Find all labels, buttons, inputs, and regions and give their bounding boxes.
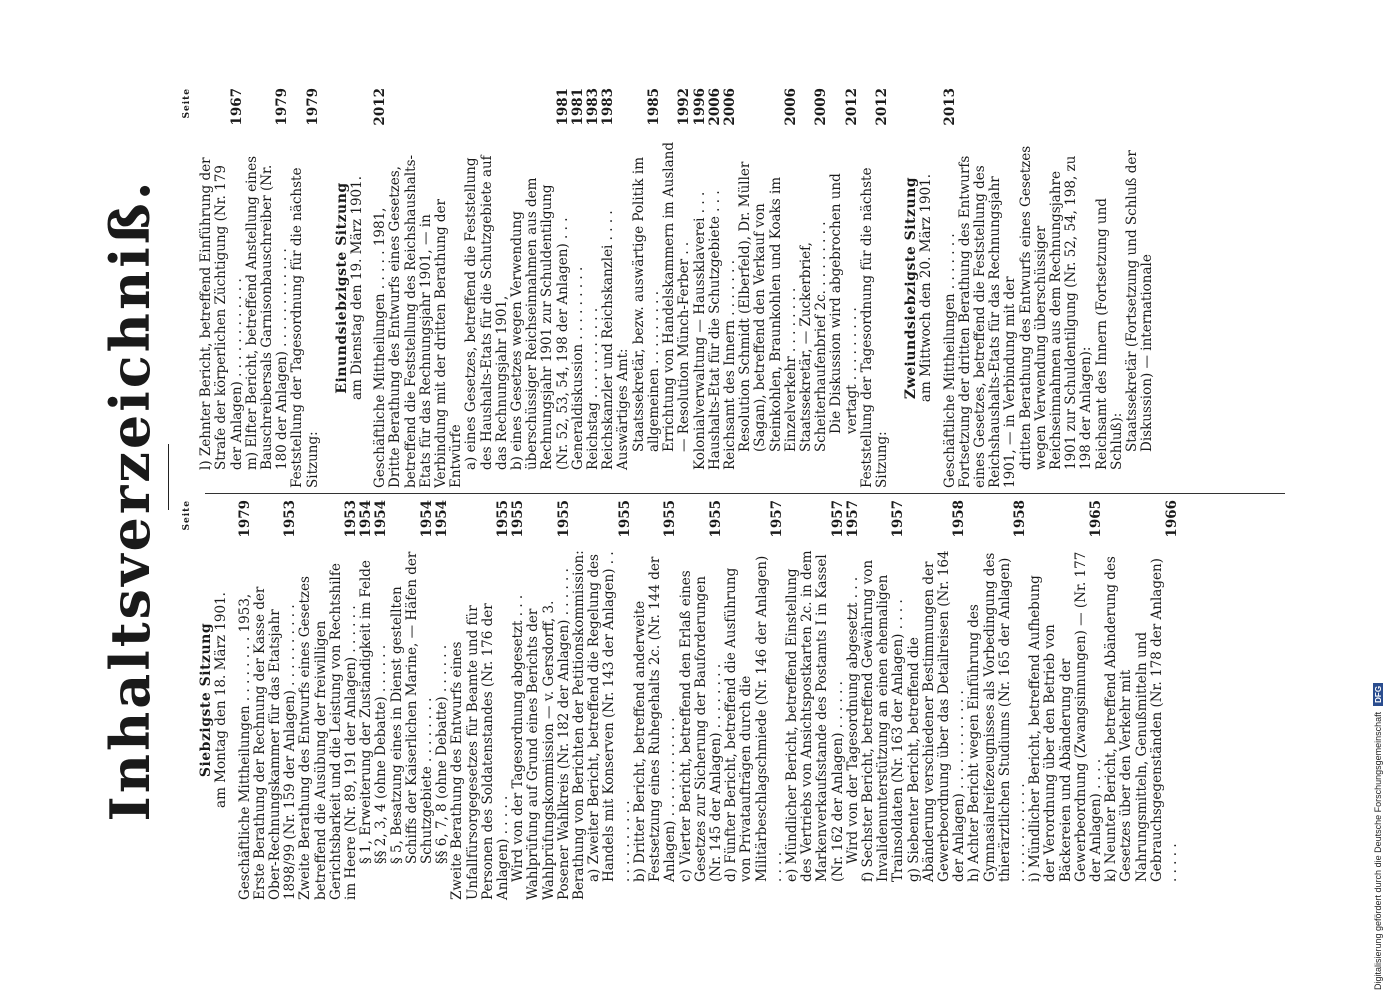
session-heading: Zweiundsiebzigste Sitzung bbox=[903, 176, 920, 400]
toc-entry bbox=[829, 88, 859, 488]
toc-page-number: 1958 bbox=[1011, 500, 1028, 538]
toc-entry-text: Wird von der Tagesordnung abgesetzt . . . bbox=[844, 576, 861, 864]
toc-entry bbox=[943, 88, 958, 488]
toc-page-number: 2006 bbox=[721, 88, 738, 126]
toc-page-number: 2006 bbox=[706, 88, 723, 126]
toc-entry bbox=[245, 88, 291, 488]
column-divider bbox=[205, 493, 1285, 494]
toc-entry-text: Kolonialverwaltung — Haussklaverei . . . bbox=[691, 191, 708, 470]
toc-entry bbox=[1019, 88, 1095, 488]
toc-entry-text: Generaldiskussion . . . . . . . . . bbox=[569, 266, 586, 470]
credit-text: Digitalisierung gefördert durch die Deutsche Forschungsgemeinschaft bbox=[1373, 711, 1383, 990]
toc-entry-text: Dritte Berathung des Entwurfs eines Gesetzes, betreffend die Feststellung des Reichshaushalts-Etats für das Rechnungsjahr 1901, — in Verbindung mit der dritten Berathung der Entwürfe bbox=[387, 154, 465, 488]
toc-list bbox=[199, 88, 321, 488]
toc-entry-text: Reichsamt des Innern (Fortsetzung und Schluß): bbox=[1093, 198, 1125, 470]
toc-entry bbox=[510, 88, 556, 488]
toc-entry bbox=[390, 500, 436, 900]
toc-entry bbox=[238, 500, 253, 900]
toc-entry-text: Wahlprüfung auf Grund eines Berichts der Wahlprüfungskommission — v. Gersdorff, 3. Posener Wahlkreis (Nr. 182 der Anlagen) . . . . . . bbox=[525, 568, 572, 900]
toc-entry-text: Geschäftliche Mittheilungen . . . . . . . bbox=[941, 233, 958, 488]
toc-page-number: 1955 bbox=[510, 500, 527, 538]
toc-page-number: 1983 bbox=[585, 88, 602, 126]
page-title: Inhaltsverzeichniß. bbox=[98, 178, 162, 822]
toc-entry-text: c) Vierter Bericht, betreffend den Erlaß eines Gesetzes zur Sicherung der Bauforderungen (Nr. 145 der Anlagen) . . . . . . . . bbox=[677, 570, 724, 882]
toc-entry-text: dritten Berathung des Entwurfs eines Gesetzes wegen Verwendung überschüssiger Reichseinnahmen aus dem Rechnungsjahre 1901 zur Schuldentilgung (Nr. 52, 54, 198, zu 198 der Anlagen): bbox=[1017, 145, 1095, 470]
toc-entry bbox=[290, 88, 320, 488]
toc-page-number: 1953 bbox=[343, 500, 360, 538]
toc-page-number: 1957 bbox=[829, 500, 846, 538]
toc-entry bbox=[435, 500, 450, 900]
toc-page-number: 2009 bbox=[813, 88, 830, 126]
toc-entry-text: Fortsetzung der dritten Berathung des Entwurfs eines Gesetzes, betreffend die Feststellung des Reichshaushalts-Etats für das Rechnungsjahr 1901, — in Verbindung mit der bbox=[956, 155, 1019, 488]
toc-entry-text: Staatssekretär, — Zuckerbrief, Scheiterhaufenbrief 2c. . . . . . . . . bbox=[797, 221, 830, 452]
toc-page-number: 1955 bbox=[662, 500, 679, 538]
toc-list bbox=[943, 88, 1156, 488]
toc-entry bbox=[199, 88, 245, 488]
seite-label: Seite bbox=[182, 500, 192, 531]
toc-entry bbox=[799, 88, 829, 488]
toc-entry-text: b) Dritter Bericht, betreffend anderweite Festsetzung eines Ruhegehalts 2c. (Nr. 144 der Anlagen) . . . . . . . . . . . . bbox=[631, 556, 679, 882]
toc-page-number: 1958 bbox=[951, 500, 968, 538]
toc-page-number: 1967 bbox=[228, 88, 245, 126]
toc-entry bbox=[633, 500, 679, 900]
toc-entry-text: Reichskanzler und Reichskanzlei . . . . bbox=[600, 210, 617, 470]
toc-entry-text: Resolution Schmidt (Elberfeld), Dr. Müller (Sagan), betreffend den Verkauf von Steinkohlen, Braunkohlen und Koaks im Einzelverkehr . . . . . . . . bbox=[737, 161, 799, 452]
toc-entry bbox=[556, 88, 571, 488]
toc-entry-text: Berathung von Berichten der Petitionskommission: bbox=[571, 550, 588, 900]
toc-page-number: 1957 bbox=[844, 500, 861, 538]
toc-entry-text: d) Fünfter Bericht, betreffend die Ausführung von Privataufträgen durch die Militärbeschlagschmiede (Nr. 146 der Anlagen) . . . . bbox=[723, 555, 785, 882]
toc-page-number: 1979 bbox=[274, 88, 291, 126]
toc-entry bbox=[298, 500, 359, 900]
toc-entry bbox=[861, 500, 907, 900]
toc-entry-text: m) Elfter Bericht, betreffend Anstellung eines Bauschreibersals Garnisonbauschreiber (Nr. 180 der Anlagen) . . . . . . . . . . . . bbox=[243, 155, 291, 470]
toc-entry bbox=[785, 500, 846, 900]
toc-entry bbox=[253, 500, 299, 900]
toc-entry-text: Staatssekretär, bezw. auswärtige Politik im allgemeinen . . . . . . . . . bbox=[630, 157, 662, 452]
toc-entry bbox=[846, 500, 861, 900]
session-date: am Mittwoch den 20. März 1901. bbox=[918, 173, 935, 403]
toc-entry-text: Zweite Berathung des Entwurfs eines Gesetzes betreffend die Ausübung der freiwilligen Gerichtsbarkeit und die Leistung von Rechtshilfe im Heere (Nr. 89, 191 der Anlagen) . . . . . . bbox=[297, 563, 360, 900]
title-rule bbox=[168, 444, 169, 510]
toc-entry bbox=[359, 500, 374, 900]
toc-entry-text: Reichsamt des Innern . . . . . . . bbox=[721, 259, 738, 470]
toc-entry bbox=[511, 500, 526, 900]
toc-page-number: 2012 bbox=[843, 88, 860, 126]
toc-entry bbox=[708, 88, 723, 488]
toc-entry-text: Erste Berathung der Rechnung der Kasse der Ober-Rechnungskammer für das Etatsjahr 1898/99 (Nr. 159 der Anlagen) . . . . . . . . . . bbox=[251, 586, 299, 900]
toc-page-number: 2012 bbox=[873, 88, 890, 126]
toc-entry-text: (Nr. 52, 53, 54, 198 der Anlagen) . . . bbox=[554, 217, 571, 470]
toc-entry bbox=[907, 500, 968, 900]
toc-entry-text: g) Siebenter Bericht, betreffend die Abänderung verschiedener Bestimmungen der Gewerbeordnung über das Detailreisen (Nr. 164 der Anlagen) . . . . . . . . . . . . bbox=[905, 550, 968, 882]
toc-entry-text: § 1, Erweiterung der Zuständigkeit im Felde bbox=[358, 560, 375, 864]
toc-entry bbox=[738, 88, 799, 488]
toc-entry bbox=[450, 500, 511, 900]
toc-page-number: 1996 bbox=[691, 88, 708, 126]
toc-entry bbox=[388, 88, 464, 488]
toc-entry-text: Reichstag . . . . . . . . . . . bbox=[585, 307, 602, 470]
toc-entry bbox=[1125, 88, 1155, 488]
toc-entry bbox=[374, 500, 389, 900]
toc-page-number: 1954 bbox=[358, 500, 375, 538]
toc-page-number: 1965 bbox=[1087, 500, 1104, 538]
toc-entry-text: Zweite Berathung des Entwurfs eines Unfallfürsorgegesetzes für Beamte und für Personen des Soldatenstandes (Nr. 176 der Anlagen) . . . . . bbox=[449, 603, 512, 900]
toc-page-number: 2006 bbox=[782, 88, 799, 126]
toc-page-number: 1983 bbox=[600, 88, 617, 126]
toc-page-number: 1955 bbox=[555, 500, 572, 538]
toc-entry-text: Geschäftliche Mittheilungen . . . . . 1981, bbox=[372, 207, 389, 488]
toc-entry bbox=[526, 500, 572, 900]
toc-page-number: 1955 bbox=[616, 500, 633, 538]
toc-entry bbox=[860, 88, 890, 488]
toc-entry-text: §§ 6, 7, 8 (ohne Debatte) . . . . . . bbox=[434, 644, 451, 864]
toc-entry bbox=[373, 88, 388, 488]
left-column bbox=[180, 500, 1180, 900]
toc-entry bbox=[1104, 500, 1180, 900]
toc-entry bbox=[723, 88, 738, 488]
toc-entry bbox=[958, 88, 1019, 488]
toc-page-number: 1955 bbox=[707, 500, 724, 538]
session-date: am Montag den 18. März 1901. bbox=[213, 592, 230, 808]
toc-entry bbox=[632, 88, 662, 488]
toc-entry-text: Die Diskussion wird abgebrochen und vertagt . . . . . . . . . bbox=[828, 173, 860, 434]
toc-page-number: 1954 bbox=[373, 500, 390, 538]
toc-entry bbox=[1028, 500, 1104, 900]
toc-entry-text: Staatssekretär (Fortsetzung und Schluß der Diskussion) — internationale bbox=[1123, 150, 1156, 452]
toc-page-number: 1955 bbox=[495, 500, 512, 538]
toc-entry-text: k) Neunter Bericht, betreffend Abänderung des Gesetzes über den Verkehr mit Nahrungsmitteln, Genußmitteln und Gebrauchsgegenständen (Nr. 178 der Anlagen) . . . . . bbox=[1103, 556, 1180, 882]
toc-entry bbox=[693, 88, 708, 488]
toc-entry-text: Errichtung von Handelskammern im Ausland — Resolution Münch-Ferber . . bbox=[661, 142, 693, 452]
toc-entry bbox=[572, 500, 587, 900]
session-heading: Siebzigste Sitzung bbox=[198, 622, 215, 778]
toc-entry-text: a) Zweiter Bericht, betreffend die Regelung des Handels mit Konserven (Nr. 143 der Anlagen) . . . . . . . . . . . . bbox=[586, 551, 633, 882]
toc-entry-text: a) eines Gesetzes, betreffend die Feststellung des Haushalts-Etats für die Schutzgebiete auf das Rechnungsjahr 1901, bbox=[463, 155, 510, 470]
toc-entry-text: Auswärtiges Amt: bbox=[615, 348, 632, 470]
toc-list bbox=[238, 500, 1181, 900]
toc-page-number: 2012 bbox=[372, 88, 389, 126]
seite-label: Seite bbox=[182, 88, 192, 119]
right-column bbox=[180, 88, 1155, 488]
digitization-credit bbox=[1372, 10, 1383, 990]
toc-entry bbox=[586, 88, 601, 488]
toc-page-number: 1957 bbox=[890, 500, 907, 538]
toc-page-number: 1985 bbox=[645, 88, 662, 126]
dfg-logo: DFG bbox=[1373, 683, 1383, 706]
toc-page-number: 1953 bbox=[282, 500, 299, 538]
toc-page-number: 1981 bbox=[569, 88, 586, 126]
toc-entry bbox=[601, 88, 616, 488]
toc-entry bbox=[1095, 88, 1125, 488]
toc-entry-text: l) Zehnter Bericht, betreffend Einführung der Strafe der körperlichen Züchtigung (Nr. 179 der Anlagen) . . . . . . . . . . . . bbox=[198, 157, 245, 470]
toc-page-number: 1954 bbox=[434, 500, 451, 538]
toc-entry-text: §§ 2, 3, 4 (ohne Debatte) . . . . . . bbox=[373, 644, 390, 864]
toc-entry-text: i) Mündlicher Bericht, betreffend Aufhebung der Verordnung über den Betrieb von Bäckereien und Abänderung der Gewerbeordnung (Zwangsinnungen) — (Nr. 177 der Anlagen) . . . . bbox=[1027, 551, 1104, 882]
session-heading: Einundsiebzigste Sitzung bbox=[333, 182, 350, 394]
toc-entry-text: f) Sechster Bericht, betreffend Gewährung von Invalidenunterstützung an einen ehemaligen Trainsoldaten (Nr. 163 der Anlagen) . . . . bbox=[859, 559, 907, 882]
toc-page-number: 2013 bbox=[941, 88, 958, 126]
toc-entry bbox=[662, 88, 692, 488]
toc-page-number: 1954 bbox=[419, 500, 436, 538]
toc-entry bbox=[587, 500, 633, 900]
toc-entry-text: Feststellung der Tagesordnung für die nächste Sitzung: bbox=[858, 167, 890, 488]
toc-entry-text: h) Achter Bericht wegen Einführung des Gymnasialreifezeugnisses als Vorbedingung des thierärztlichen Studiums (Nr. 165 der Anlagen) . . . . . . . . . . . . bbox=[966, 552, 1028, 882]
toc-page-number: 1992 bbox=[676, 88, 693, 126]
toc-page-number: 1979 bbox=[304, 88, 321, 126]
toc-entry bbox=[679, 500, 725, 900]
toc-entry-text: e) Mündlicher Bericht, betreffend Einstellung des Vertriebs von Ansichtspostkarten 2c. in dem Markenverkaufsstande des Postamts I in Kassel (Nr. 162 der Anlagen) . . . . . . bbox=[783, 550, 846, 882]
toc-entry-text: b) eines Gesetzes wegen Verwendung überschüssiger Reichseinnahmen aus dem Rechnungsjahr 1901 zur Schuldentilgung bbox=[509, 177, 556, 470]
toc-page-number: 1966 bbox=[1164, 500, 1180, 538]
toc-entry-text: Wird von der Tagesordnung abgesetzt . . . bbox=[510, 594, 527, 882]
toc-entry bbox=[616, 88, 631, 488]
toc-entry bbox=[571, 88, 586, 488]
session-date: am Dienstag den 19. März 1901. bbox=[349, 175, 366, 401]
toc-page-number: 1979 bbox=[236, 500, 253, 538]
toc-entry-text: § 5, Besatzung eines in Dienst gestellten Schiffs der Kaiserlichen Marine, — Häfen der Schutzgebiete . . . . . . . . bbox=[388, 551, 436, 864]
toc-entry-text: Feststellung der Tagesordnung für die nächste Sitzung: bbox=[289, 167, 321, 488]
toc-page-number: 1957 bbox=[768, 500, 785, 538]
toc-entry-text: Haushalts-Etat für die Schutzgebiete . . . bbox=[706, 190, 723, 470]
toc-entry bbox=[967, 500, 1028, 900]
toc-entry bbox=[724, 500, 785, 900]
toc-page-number: 1981 bbox=[554, 88, 571, 126]
toc-list bbox=[373, 88, 890, 488]
toc-entry bbox=[464, 88, 510, 488]
toc-entry-text: Geschäftliche Mittheilungen . . . . . . . . 1953, bbox=[236, 593, 253, 900]
